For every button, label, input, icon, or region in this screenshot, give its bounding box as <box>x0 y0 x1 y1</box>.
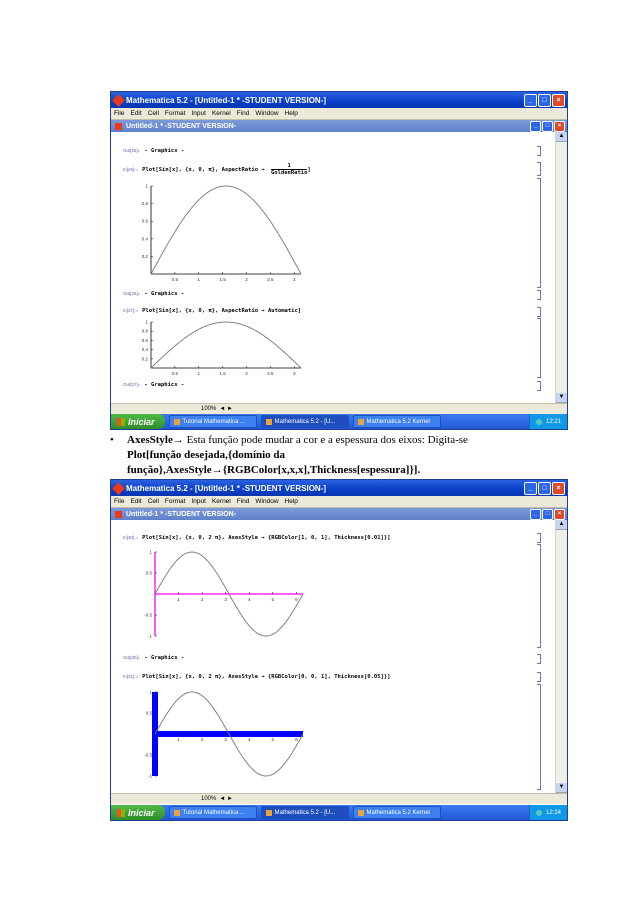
cell-bracket[interactable] <box>537 318 541 378</box>
output-cell <box>123 148 184 154</box>
cell-code[interactable]: Plot[Sin[x], {x, 0, π}, AspectRatio → <box>142 167 265 173</box>
y-tick-label: 0.8 <box>141 201 148 207</box>
cell-bracket[interactable] <box>537 162 541 176</box>
y-tick-label: 0.8 <box>141 328 148 334</box>
vertical-scrollbar[interactable] <box>555 520 567 793</box>
notebook-close-button[interactable]: × <box>554 509 565 520</box>
taskbar-item-label: Tutorial Mathematica ... <box>182 418 245 425</box>
clock: 12:21 <box>545 418 561 425</box>
x-tick-label: 4 <box>247 737 251 742</box>
status-bar <box>111 403 567 414</box>
taskbar-item-label: Tutorial Mathematica ... <box>182 809 245 816</box>
x-tick-label: 2.5 <box>267 277 274 282</box>
cell-label: Out[27]= <box>123 382 141 387</box>
maximize-button[interactable]: □ <box>538 482 551 495</box>
cell-bracket[interactable] <box>537 146 541 156</box>
start-button[interactable] <box>111 414 165 429</box>
notebook-maximize-button[interactable]: □ <box>542 509 553 520</box>
x-tick-label: 1 <box>177 737 180 742</box>
x-tick-label: 3 <box>224 737 227 742</box>
cell-output: - Graphics - <box>144 382 185 388</box>
zoom-level[interactable]: 100% <box>201 796 217 802</box>
notebook-icon <box>115 511 122 518</box>
y-tick-label: -1 <box>147 633 152 639</box>
x-tick-label: 1.5 <box>219 371 226 376</box>
x-tick-label: 1 <box>197 277 201 282</box>
input-cell[interactable] <box>123 308 301 314</box>
app-icon <box>174 419 180 425</box>
x-tick-label: 2.5 <box>267 371 274 376</box>
notebook-titlebar <box>111 508 567 520</box>
app-icon <box>358 419 364 425</box>
cell-code[interactable]: Plot[Sin[x], {x, 0, 2 π}, AxesStyle → {RGBColor[1, 0, 1], Thickness[0.01]}] <box>142 535 391 541</box>
taskbar-item[interactable] <box>169 806 257 819</box>
menu-window[interactable]: Window <box>255 110 279 117</box>
menu-bar <box>111 108 567 120</box>
taskbar-item[interactable] <box>353 415 441 428</box>
y-tick-label: -0.5 <box>144 612 152 618</box>
plot-sin-automatic <box>123 318 303 376</box>
cell-label: Out[30]= <box>123 655 141 660</box>
output-cell <box>123 382 184 388</box>
menu-edit[interactable]: Edit <box>130 498 142 505</box>
cell-bracket[interactable] <box>537 544 541 648</box>
cell-output: - Graphics - <box>144 291 185 297</box>
menu-edit[interactable]: Edit <box>130 110 142 117</box>
cell-label: Out[26]= <box>123 291 141 296</box>
cell-bracket[interactable] <box>537 654 541 664</box>
bullet-syntax-line-2: função},AxesStyle→{RGBColor[x,x,x],Thickness[espessura]}]. <box>127 464 421 476</box>
y-tick-label: 0.5 <box>145 710 152 716</box>
menu-file[interactable]: File <box>114 110 125 117</box>
system-tray <box>529 805 567 820</box>
cell-bracket[interactable] <box>537 290 541 300</box>
mathematica-logo-icon <box>112 482 125 495</box>
cell-code-close: ] <box>307 167 311 173</box>
window-titlebar <box>111 92 567 108</box>
window-title: Mathematica 5.2 - [Untitled-1 * -STUDENT VERSION-] <box>126 95 327 105</box>
close-button[interactable]: × <box>552 94 565 107</box>
tray-icon[interactable] <box>536 419 542 425</box>
minimize-button[interactable]: _ <box>524 94 537 107</box>
taskbar-item-label: Mathematica 5.2 Kernel <box>366 809 430 816</box>
menu-find[interactable]: Find <box>236 498 250 505</box>
windows-taskbar <box>111 805 567 820</box>
y-tick-label: 0.6 <box>141 218 148 224</box>
y-tick-label: 0.4 <box>141 236 148 242</box>
notebook-title: Untitled-1 * -STUDENT VERSION- <box>126 122 237 130</box>
cell-bracket[interactable] <box>537 533 541 543</box>
maximize-button[interactable]: □ <box>538 94 551 107</box>
notebook-close-button[interactable]: × <box>554 121 565 132</box>
cell-output: - Graphics - <box>144 655 185 661</box>
windows-taskbar <box>111 414 567 429</box>
output-cell <box>123 291 184 297</box>
output-cell <box>123 655 184 661</box>
menu-input[interactable]: Input <box>191 110 206 117</box>
menu-format[interactable]: Format <box>164 498 186 505</box>
vertical-scrollbar[interactable] <box>555 132 567 403</box>
screenshot-2 <box>110 479 568 821</box>
scroll-down-button[interactable]: ▼ <box>556 783 567 793</box>
bullet-icon: • <box>110 434 114 446</box>
x-tick-label: 2 <box>245 277 248 282</box>
x-tick-label: 4 <box>247 597 251 602</box>
taskbar-item-label: Mathematica 5.2 Kernel <box>366 418 430 425</box>
scroll-down-button[interactable]: ▼ <box>556 393 567 403</box>
tray-icon[interactable] <box>536 810 542 816</box>
window-titlebar <box>111 480 567 496</box>
screenshot-1 <box>110 91 568 430</box>
menu-help[interactable]: Help <box>284 498 298 505</box>
taskbar-item-label: Mathematica 5.2 - [U... <box>274 809 336 816</box>
cell-output: - Graphics - <box>144 148 185 154</box>
y-tick-label: 1 <box>145 319 148 325</box>
app-icon <box>174 810 180 816</box>
menu-format[interactable]: Format <box>164 110 186 117</box>
menu-cell[interactable]: Cell <box>147 498 159 505</box>
fraction-numerator: 1 <box>271 163 307 170</box>
notebook-minimize-button[interactable]: _ <box>530 509 541 520</box>
menu-bar <box>111 496 567 508</box>
x-tick-label: 3 <box>224 597 227 602</box>
cell-bracket[interactable] <box>537 672 541 682</box>
y-tick-label: 0.4 <box>141 347 148 353</box>
y-tick-label: 0.6 <box>141 337 148 343</box>
x-tick-label: 6 <box>295 737 298 742</box>
y-tick-label: 0.2 <box>141 356 148 362</box>
cell-bracket[interactable] <box>537 684 541 790</box>
y-tick-label: 0.5 <box>145 570 152 576</box>
cell-label: In[26]:= <box>123 167 139 172</box>
y-tick-label: 1 <box>149 549 152 555</box>
x-tick-label: 6 <box>295 597 298 602</box>
system-tray <box>529 414 567 429</box>
scroll-up-button[interactable]: ▲ <box>556 520 567 530</box>
y-tick-label: -1 <box>147 773 152 779</box>
plot-sin-magenta-axes <box>123 546 308 646</box>
x-tick-label: 1 <box>197 371 201 376</box>
status-bar <box>111 793 567 804</box>
app-icon <box>266 419 272 425</box>
bullet-text: Esta função pode mudar a cor e a espessura dos eixos: Digita-se <box>183 434 468 446</box>
notebook-content[interactable] <box>111 132 555 403</box>
notebook-titlebar <box>111 120 567 132</box>
x-tick-label: 1.5 <box>219 277 226 282</box>
fraction-denominator: GoldenRatio <box>270 170 308 176</box>
menu-find[interactable]: Find <box>236 110 250 117</box>
scroll-up-button[interactable]: ▲ <box>556 132 567 142</box>
cell-code[interactable]: Plot[Sin[x], {x, 0, 2 π}, AxesStyle → {RGBColor[0, 0, 1], Thickness[0.05]}] <box>142 674 391 680</box>
x-tick-label: 2 <box>200 737 204 742</box>
window-title: Mathematica 5.2 - [Untitled-1 * -STUDENT VERSION-] <box>126 483 327 493</box>
zoom-arrows-icon[interactable]: ◄ ► <box>219 796 233 802</box>
menu-input[interactable]: Input <box>191 498 206 505</box>
x-tick-label: 2 <box>245 371 248 376</box>
menu-window[interactable]: Window <box>255 498 279 505</box>
taskbar-item[interactable] <box>261 806 349 819</box>
notebook-maximize-button[interactable]: □ <box>542 121 553 132</box>
menu-help[interactable]: Help <box>284 110 298 117</box>
cell-label: In[31]:= <box>123 674 139 679</box>
y-tick-label: 0.2 <box>141 253 148 259</box>
cell-code[interactable]: Plot[Sin[x], {x, 0, π}, AspectRatio → Automatic] <box>142 308 302 314</box>
input-cell[interactable] <box>123 163 311 176</box>
menu-kernel[interactable]: Kernel <box>211 498 231 505</box>
start-button[interactable] <box>111 805 165 820</box>
app-icon <box>266 810 272 816</box>
notebook-minimize-button[interactable]: _ <box>530 121 541 132</box>
bullet-term: AxesStyle→ <box>127 434 184 446</box>
x-tick-label: 0.5 <box>171 371 179 376</box>
x-tick-label: 0.5 <box>171 277 179 282</box>
cell-label: In[30]:= <box>123 535 139 540</box>
cell-bracket[interactable] <box>537 178 541 288</box>
zoom-level[interactable]: 100% <box>201 406 217 412</box>
cell-bracket[interactable] <box>537 307 541 317</box>
notebook-title: Untitled-1 * -STUDENT VERSION- <box>126 510 237 518</box>
taskbar-item[interactable] <box>169 415 257 428</box>
x-tick-label: 1 <box>177 597 180 602</box>
menu-file[interactable]: File <box>114 498 125 505</box>
sin-curve <box>151 186 301 274</box>
notebook-icon <box>115 123 122 130</box>
y-tick-label: 1 <box>149 689 152 695</box>
y-tick-label: -0.5 <box>144 752 152 758</box>
start-label: Iniciar <box>128 416 155 427</box>
x-tick-label: 5 <box>271 737 275 742</box>
taskbar-item[interactable] <box>261 415 349 428</box>
start-label: Iniciar <box>128 807 155 818</box>
plot-sin-thick-blue-axes <box>123 684 308 788</box>
app-icon <box>358 810 364 816</box>
cell-bracket[interactable] <box>537 381 541 391</box>
close-button[interactable]: × <box>552 482 565 495</box>
plot-sin-golden-ratio <box>123 182 303 286</box>
x-tick-label: 2 <box>200 597 204 602</box>
taskbar-item[interactable] <box>353 806 441 819</box>
x-tick-label: 5 <box>271 597 275 602</box>
x-tick-label: 3 <box>292 371 296 376</box>
input-cell[interactable] <box>123 535 391 541</box>
zoom-arrows-icon[interactable]: ◄ ► <box>219 406 233 412</box>
cell-label: In[27]:= <box>123 308 139 313</box>
menu-kernel[interactable]: Kernel <box>211 110 231 117</box>
taskbar-item-label: Mathematica 5.2 - [U... <box>274 418 336 425</box>
windows-logo-icon <box>117 809 125 817</box>
windows-logo-icon <box>117 418 125 426</box>
y-tick-label: 1 <box>145 183 148 189</box>
notebook-content[interactable] <box>111 520 555 793</box>
input-cell[interactable] <box>123 674 391 680</box>
menu-cell[interactable]: Cell <box>147 110 159 117</box>
bullet-syntax-line-1: Plot[função desejada,{domínio da <box>127 449 286 461</box>
minimize-button[interactable]: _ <box>524 482 537 495</box>
mathematica-logo-icon <box>112 94 125 107</box>
clock: 12:24 <box>545 809 561 816</box>
sin-curve <box>151 322 301 368</box>
x-tick-label: 3 <box>292 277 296 282</box>
cell-label: Out[25]= <box>123 148 141 153</box>
